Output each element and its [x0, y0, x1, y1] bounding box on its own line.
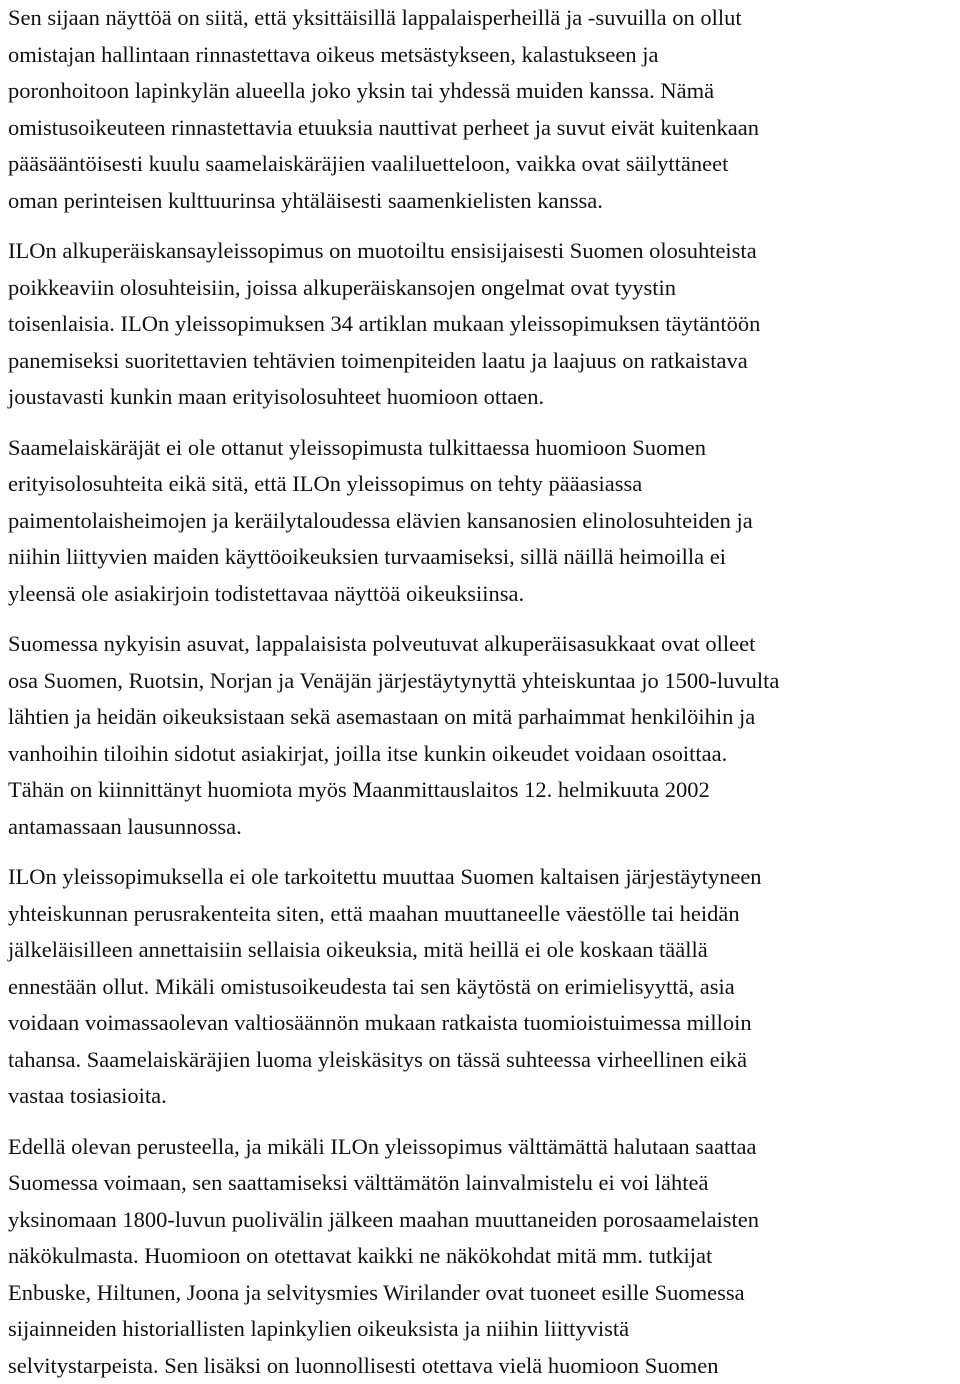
text-line: joustavasti kunkin maan erityisolosuhteet huomioon ottaen.	[8, 379, 948, 416]
text-line: ILOn alkuperäiskansayleissopimus on muotoiltu ensisijaisesti Suomen olosuhteista	[8, 233, 948, 270]
paragraph-3	[8, 430, 948, 613]
text-line: antamassaan lausunnossa.	[8, 809, 948, 846]
text-line: poronhoitoon lapinkylän alueella joko yksin tai yhdessä muiden kanssa. Nämä	[8, 73, 948, 110]
text-line: vanhoihin tiloihin sidotut asiakirjat, joilla itse kunkin oikeudet voidaan osoittaa.	[8, 736, 948, 773]
text-line: osa Suomen, Ruotsin, Norjan ja Venäjän järjestäytynyttä yhteiskuntaa jo 1500-luvulta	[8, 663, 948, 700]
text-line: toisenlaisia. ILOn yleissopimuksen 34 artiklan mukaan yleissopimuksen täytäntöön	[8, 306, 948, 343]
text-line: omistajan hallintaan rinnastettava oikeus metsästykseen, kalastukseen ja	[8, 37, 948, 74]
paragraph-1	[8, 0, 948, 219]
text-line: sijainneiden historiallisten lapinkylien oikeuksista ja niihin liittyvistä	[8, 1311, 948, 1348]
text-line: Sen sijaan näyttöä on siitä, että yksittäisillä lappalaisperheillä ja -suvuilla on ollut	[8, 0, 948, 37]
text-line: selvitystarpeista. Sen lisäksi on luonnollisesti otettava vielä huomioon Suomen	[8, 1348, 948, 1384]
text-line: Saamelaiskäräjät ei ole ottanut yleissopimusta tulkittaessa huomioon Suomen	[8, 430, 948, 467]
text-line: jälkeläisilleen annettaisiin sellaisia oikeuksia, mitä heillä ei ole koskaan täällä	[8, 932, 948, 969]
text-line: paimentolaisheimojen ja keräilytaloudessa elävien kansanosien elinolosuhteiden ja	[8, 503, 948, 540]
text-line: yleensä ole asiakirjoin todistettavaa näyttöä oikeuksiinsa.	[8, 576, 948, 613]
text-line: panemiseksi suoritettavien tehtävien toimenpiteiden laatu ja laajuus on ratkaistava	[8, 343, 948, 380]
text-line: ILOn yleissopimuksella ei ole tarkoitettu muuttaa Suomen kaltaisen järjestäytyneen	[8, 859, 948, 896]
text-line: pääsääntöisesti kuulu saamelaiskäräjien vaaliluetteloon, vaikka ovat säilyttäneet	[8, 146, 948, 183]
text-line: yksinomaan 1800-luvun puolivälin jälkeen maahan muuttaneiden porosaamelaisten	[8, 1202, 948, 1239]
paragraph-5	[8, 859, 948, 1115]
document-page	[8, 0, 948, 1384]
text-line: näkökulmasta. Huomioon on otettavat kaikki ne näkökohdat mitä mm. tutkijat	[8, 1238, 948, 1275]
text-line: erityisolosuhteita eikä sitä, että ILOn yleissopimus on tehty pääasiassa	[8, 466, 948, 503]
paragraph-2	[8, 233, 948, 416]
text-line: yhteiskunnan perusrakenteita siten, että maahan muuttaneelle väestölle tai heidän	[8, 896, 948, 933]
text-line: lähtien ja heidän oikeuksistaan sekä asemastaan on mitä parhaimmat henkilöihin ja	[8, 699, 948, 736]
text-line: Edellä olevan perusteella, ja mikäli ILOn yleissopimus välttämättä halutaan saattaa	[8, 1129, 948, 1166]
text-line: omistusoikeuteen rinnastettavia etuuksia nauttivat perheet ja suvut eivät kuitenkaan	[8, 110, 948, 147]
paragraph-4	[8, 626, 948, 845]
text-line: vastaa tosiasioita.	[8, 1078, 948, 1115]
text-line: poikkeaviin olosuhteisiin, joissa alkuperäiskansojen ongelmat ovat tyystin	[8, 270, 948, 307]
text-line: niihin liittyvien maiden käyttöoikeuksien turvaamiseksi, sillä näillä heimoilla ei	[8, 539, 948, 576]
text-line: Suomessa voimaan, sen saattamiseksi välttämätön lainvalmistelu ei voi lähteä	[8, 1165, 948, 1202]
text-line: oman perinteisen kulttuurinsa yhtäläisesti saamenkielisten kanssa.	[8, 183, 948, 220]
text-line: Enbuske, Hiltunen, Joona ja selvitysmies Wirilander ovat tuoneet esille Suomessa	[8, 1275, 948, 1312]
text-line: tahansa. Saamelaiskäräjien luoma yleiskäsitys on tässä suhteessa virheellinen eikä	[8, 1042, 948, 1079]
text-line: voidaan voimassaolevan valtiosäännön mukaan ratkaista tuomioistuimessa milloin	[8, 1005, 948, 1042]
text-line: ennestään ollut. Mikäli omistusoikeudesta tai sen käytöstä on erimielisyyttä, asia	[8, 969, 948, 1006]
text-line: Tähän on kiinnittänyt huomiota myös Maanmittauslaitos 12. helmikuuta 2002	[8, 772, 948, 809]
paragraph-6	[8, 1129, 948, 1384]
text-line: Suomessa nykyisin asuvat, lappalaisista polveutuvat alkuperäisasukkaat ovat olleet	[8, 626, 948, 663]
